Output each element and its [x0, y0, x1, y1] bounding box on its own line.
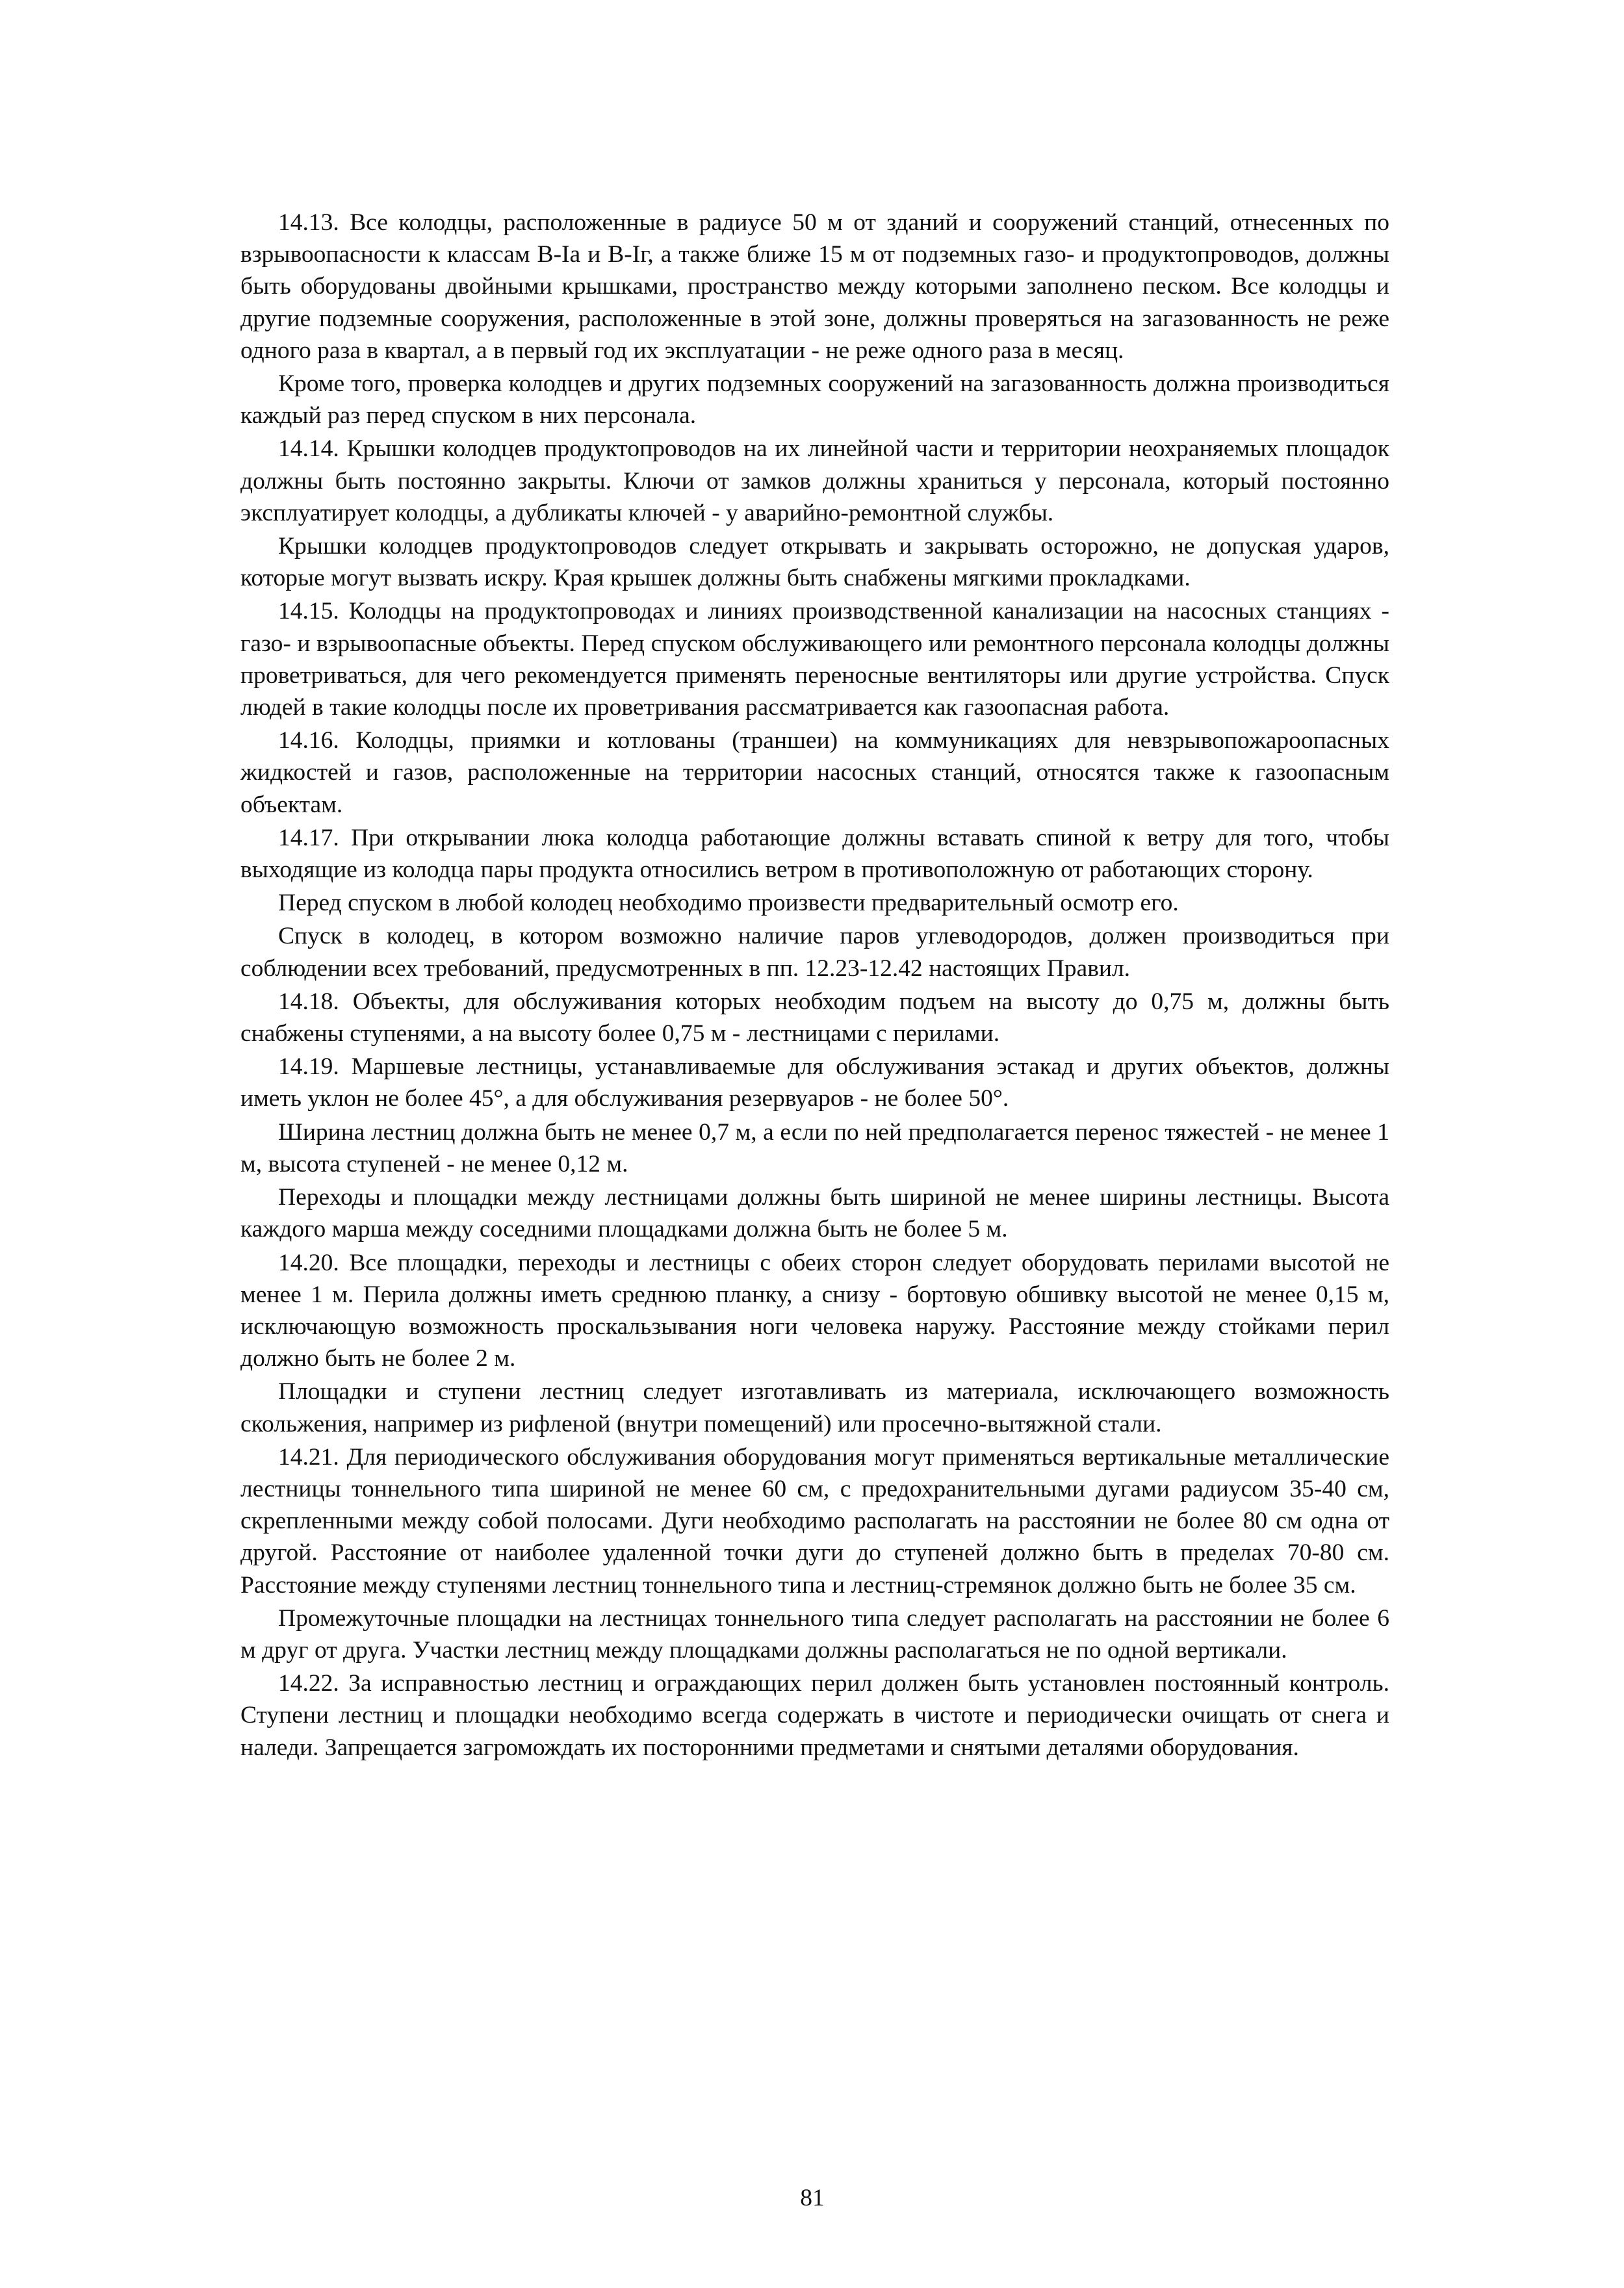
paragraph-14-20-material: Площадки и ступени лестниц следует изготавливать из материала, исключающего возможность скольжения, например из рифленой (внутри помещений) или просечно-вытяжной стали.	[240, 1378, 1389, 1437]
page-number: 81	[800, 2185, 825, 2211]
paragraph-14-21: 14.21. Для периодического обслуживания оборудования могут применяться вертикальные металлические лестницы тоннельного типа шириной не менее 60 см, с предохранительными дугами радиусом 35-40 см, скрепленными между собой полосами. Дуги необходимо располагать на расстоянии не более 80 см одна от другой. Расстояние от наиболее удаленной точки дуги до ступеней должно быть в пределах 70-80 см. Расстояние между ступенями лестниц тоннельного типа и лестниц-стремянок должно быть не более 35 см.	[240, 1443, 1389, 1599]
paragraph-14-13-continued: Кроме того, проверка колодцев и других подземных сооружений на загазованность должна производиться каждый раз перед спуском в них персонала.	[240, 370, 1389, 430]
paragraph-14-19-passages: Переходы и площадки между лестницами должны быть шириной не менее ширины лестницы. Высота каждого марша между соседними площадками должна быть не более 5 м.	[240, 1184, 1389, 1243]
paragraph-14-16: 14.16. Колодцы, приямки и котлованы (траншеи) на коммуникациях для невзрывопожароопасных жидкостей и газов, расположенные на территории насосных станций, относятся также к газоопасным объектам.	[240, 727, 1389, 818]
paragraph-14-22: 14.22. За исправностью лестниц и ограждающих перил должен быть установлен постоянный контроль. Ступени лестниц и площадки необходимо всегда содержать в чистоте и периодически очищать от снега и наледи. Запрещается загромождать их посторонними предметами и снятыми деталями оборудования.	[240, 1670, 1389, 1761]
paragraph-14-15: 14.15. Колодцы на продуктопроводах и линиях производственной канализации на насосных станциях - газо- и взрывоопасные объекты. Перед спуском обслуживающего или ремонтного персонала колодцы должны проветриваться, для чего рекомендуется применять переносные вентиляторы или другие устройства. Спуск людей в такие колодцы после их проветривания рассматривается как газоопасная работа.	[240, 598, 1389, 721]
paragraph-14-20: 14.20. Все площадки, переходы и лестницы с обеих сторон следует оборудовать перилами высотой не менее 1 м. Перила должны иметь среднюю планку, а снизу - бортовую обшивку высотой не менее 0,15 м, исключающую возможность проскальзывания ноги человека наружу. Расстояние между стойками перил должно быть не более 2 м.	[240, 1249, 1389, 1372]
paragraph-14-19-width: Ширина лестниц должна быть не менее 0,7 м, а если по ней предполагается перенос тяжестей - не менее 1 м, высота ступеней - не менее 0,12 м.	[240, 1118, 1389, 1177]
paragraph-14-21-landings: Промежуточные площадки на лестницах тоннельного типа следует располагать на расстоянии не более 6 м друг от друга. Участки лестниц между площадками должны располагаться не по одной вертикали.	[240, 1604, 1389, 1664]
paragraph-14-14: 14.14. Крышки колодцев продуктопроводов на их линейной части и территории неохраняемых площадок должны быть постоянно закрыты. Ключи от замков должны храниться у персонала, который постоянно эксплуатирует колодцы, а дубликаты ключей - у аварийно-ремонтной службы.	[240, 435, 1389, 526]
paragraph-14-18: 14.18. Объекты, для обслуживания которых необходим подъем на высоту до 0,75 м, должны быть снабжены ступенями, а на высоту более 0,75 м - лестницами с перилами.	[240, 988, 1389, 1048]
document-body	[240, 207, 1389, 1765]
paragraph-14-13: 14.13. Все колодцы, расположенные в радиусе 50 м от зданий и сооружений станций, отнесенных по взрывоопасности к классам В-Iа и В-Iг, а также ближе 15 м от подземных газо- и продуктопроводов, должны быть оборудованы двойными крышками, пространство между которыми заполнено песком. Все колодцы и другие подземные сооружения, расположенные в этой зоне, должны проверяться на загазованность не реже одного раза в квартал, а в первый год их эксплуатации - не реже одного раза в месяц.	[240, 209, 1389, 364]
paragraph-14-17: 14.17. При открывании люка колодца работающие должны вставать спиной к ветру для того, чтобы выходящие из колодца пары продукта относились ветром в противоположную от работающих сторону.	[240, 824, 1389, 884]
paragraph-14-17-descent: Спуск в колодец, в котором возможно наличие паров углеводородов, должен производиться при соблюдении всех требований, предусмотренных в пп. 12.23-12.42 настоящих Правил.	[240, 923, 1389, 982]
paragraph-14-17-inspection: Перед спуском в любой колодец необходимо произвести предварительный осмотр его.	[278, 890, 1179, 917]
paragraph-14-14-continued: Крышки колодцев продуктопроводов следует открывать и закрывать осторожно, не допуская ударов, которые могут вызвать искру. Края крышек должны быть снабжены мягкими прокладками.	[240, 533, 1389, 592]
paragraph-14-19: 14.19. Маршевые лестницы, устанавливаемые для обслуживания эстакад и других объектов, должны иметь уклон не более 45°, а для обслуживания резервуаров - не более 50°.	[240, 1053, 1389, 1112]
